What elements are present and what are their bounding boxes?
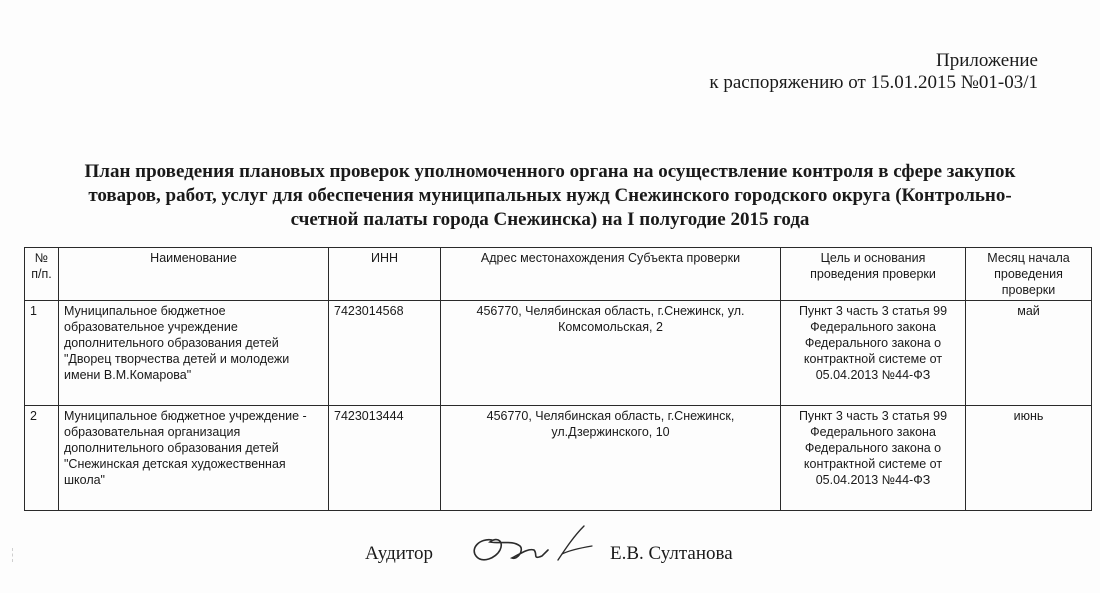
goal-line: контрактной системе от [803,352,943,366]
table-row [25,301,1092,406]
header-inn: ИНН [329,248,441,301]
signer-name: Е.В. Султанова [610,543,733,564]
header-month-line-1: Месяц начала [987,251,1070,265]
goal-line: Федерального закона о [804,336,942,350]
goal-line: контрактной системе от [803,457,943,471]
goal-line: Федерального закона [810,320,936,334]
plan-title-line-2: товаров, работ, услуг для обеспечения муниципальных нужд Снежинского городского округа (Контрольно- [88,185,1012,206]
name-line: Муниципальное бюджетное [64,304,226,318]
goal-line: Пункт 3 часть 3 статья 99 [798,304,948,318]
table-header-row [25,248,1092,301]
appendix-header [709,50,1038,94]
plan-title-line-1: План проведения плановых проверок уполномоченного органа на осуществление контроля в сфере закупок [84,161,1016,182]
name-line: имени В.М.Комарова" [64,368,192,382]
row-inn: 7423013444 [329,406,441,511]
row-address [441,301,781,406]
appendix-order-reference: к распоряжению от 15.01.2015 №01-03/1 [709,72,1038,93]
signer-role: Аудитор [365,543,433,564]
header-month-line-2: проведения [994,267,1063,281]
header-month-line-3: проверки [1001,283,1056,297]
scan-artifact [12,548,23,562]
row-month: июнь [966,406,1092,511]
address-line: ул.Дзержинского, 10 [551,425,670,439]
handwritten-signature [462,520,602,570]
appendix-label: Приложение [936,50,1038,71]
header-month [966,248,1092,301]
name-line: "Снежинская детская художественная [64,457,286,471]
goal-line: Федерального закона о [804,441,942,455]
header-number-line-2: п/п. [31,267,52,281]
goal-line: Федерального закона [810,425,936,439]
goal-line: 05.04.2013 №44-ФЗ [815,473,931,487]
row-number: 1 [25,301,59,406]
plan-title [20,160,1080,232]
header-number-line-1: № [34,251,49,265]
address-line: Комсомольская, 2 [558,320,663,334]
address-line: 456770, Челябинская область, г.Снежинск, [486,409,735,423]
name-line: образовательная организация [64,425,241,439]
header-goal-line-2: проведения проверки [810,267,936,281]
row-organization-name [59,301,329,406]
row-inn: 7423014568 [329,301,441,406]
name-line: школа" [64,473,105,487]
name-line: дополнительного образования детей [64,336,279,350]
inspection-plan-table [24,247,1092,511]
row-address [441,406,781,511]
header-address: Адрес местонахождения Субъекта проверки [441,248,781,301]
header-name: Наименование [59,248,329,301]
table-row [25,406,1092,511]
row-goal [781,301,966,406]
header-number [25,248,59,301]
header-goal-line-1: Цель и основания [820,251,926,265]
goal-line: 05.04.2013 №44-ФЗ [815,368,931,382]
header-goal [781,248,966,301]
row-month: май [966,301,1092,406]
row-organization-name [59,406,329,511]
name-line: образовательное учреждение [64,320,238,334]
row-number: 2 [25,406,59,511]
name-line: Муниципальное бюджетное учреждение - [64,409,307,423]
plan-title-line-3: счетной палаты города Снежинска) на I полугодие 2015 года [290,209,810,230]
row-goal [781,406,966,511]
goal-line: Пункт 3 часть 3 статья 99 [798,409,948,423]
name-line: дополнительного образования детей [64,441,279,455]
name-line: "Дворец творчества детей и молодежи [64,352,290,366]
address-line: 456770, Челябинская область, г.Снежинск, ул. [476,304,745,318]
